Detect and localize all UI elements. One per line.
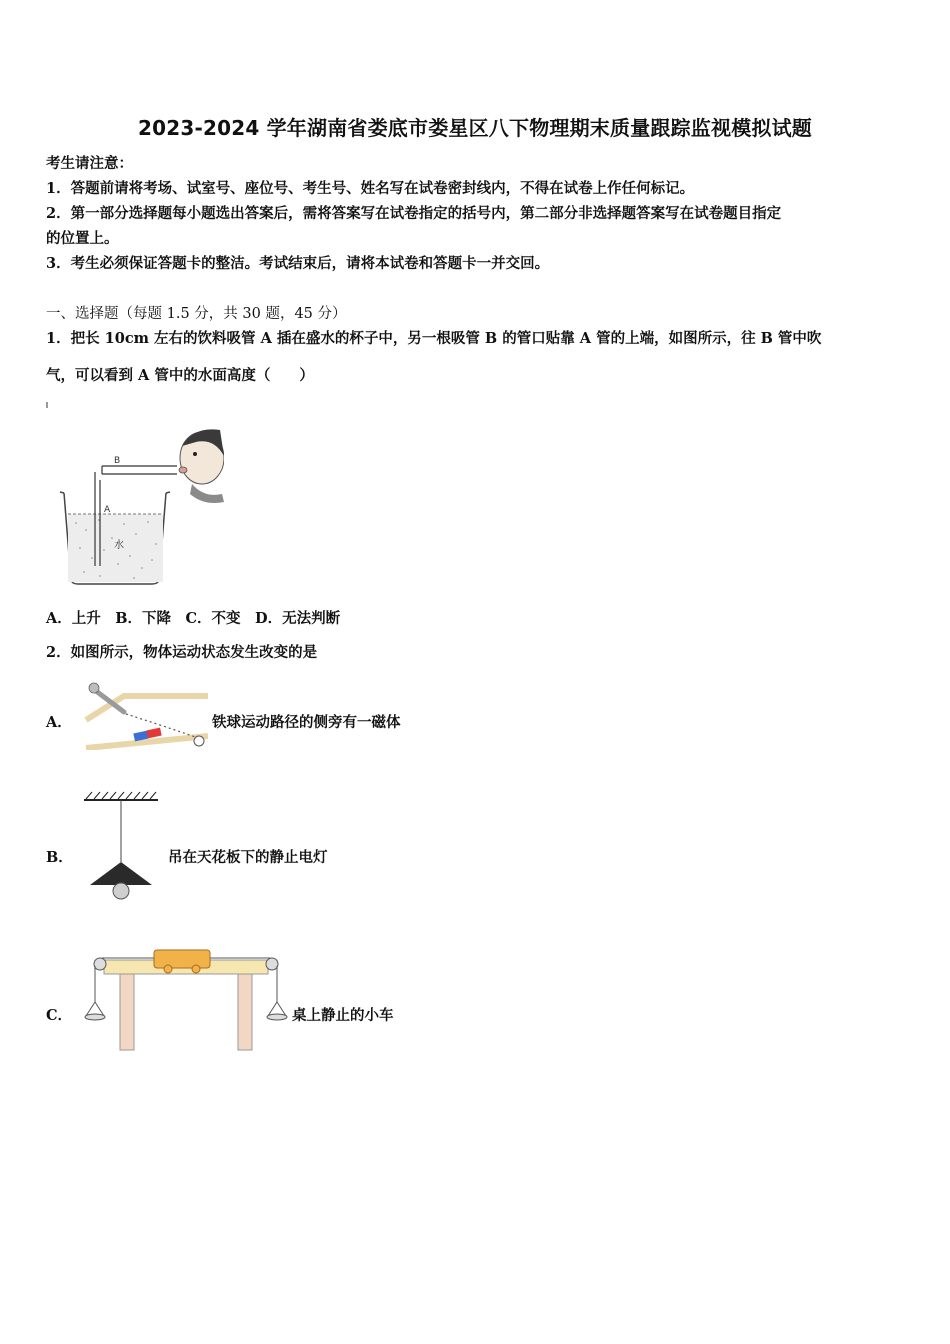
q2-stem: 2．如图所示，物体运动状态发生改变的是 [46, 644, 318, 661]
notice-heading: 考生请注意： [46, 155, 133, 172]
q1-label-b: B [114, 456, 121, 466]
q2-option-a-letter: A． [46, 714, 72, 731]
notice-item-3: 3．考生必须保证答题卡的整洁。考试结束后，请将本试卷和答题卡一并交回。 [46, 255, 550, 272]
q2-option-b-text: 吊在天花板下的静止电灯 [168, 849, 328, 866]
q1-stem-line1: 1．把长 10cm 左右的饮料吸管 A 插在盛水的杯子中，另一根吸管 B 的管口贴靠 A 管的上端，如图所示，往 B 管中吹 [46, 330, 822, 347]
q1-figure [44, 398, 224, 590]
q1-options: A．上升 B．下降 C．不变 D．无法判断 [46, 610, 341, 627]
q1-stem-line2: 气，可以看到 A 管中的水面高度（ ） [46, 367, 314, 384]
q2-option-c-figure [84, 944, 288, 1052]
q1-label-a: A [104, 505, 111, 515]
section-heading: 一、选择题（每题 1.5 分，共 30 题，45 分） [46, 306, 347, 322]
notice-item-2: 2．第一部分选择题每小题选出答案后，需将答案写在试卷指定的括号内，第二部分非选择题答案写在试卷题目指定 [46, 205, 782, 222]
q2-option-b-letter: B． [46, 849, 73, 866]
q2-option-a-figure [84, 676, 208, 750]
notice-item-1: 1．答题前请将考场、试室号、座位号、考生号、姓名写在试卷密封线内，不得在试卷上作任何标记。 [46, 180, 695, 197]
page-title: 2023-2024 学年湖南省娄底市娄星区八下物理期末质量跟踪监视模拟试题 [138, 116, 812, 140]
notice-item-2-cont: 的位置上。 [46, 230, 119, 247]
q2-option-a-text: 铁球运动路径的侧旁有一磁体 [212, 714, 401, 731]
q1-label-water: 水 [114, 540, 124, 551]
q2-option-c-text: 桌上静止的小车 [292, 1007, 394, 1024]
q2-option-b-figure [84, 790, 158, 904]
q2-option-c-letter: C． [46, 1007, 73, 1024]
